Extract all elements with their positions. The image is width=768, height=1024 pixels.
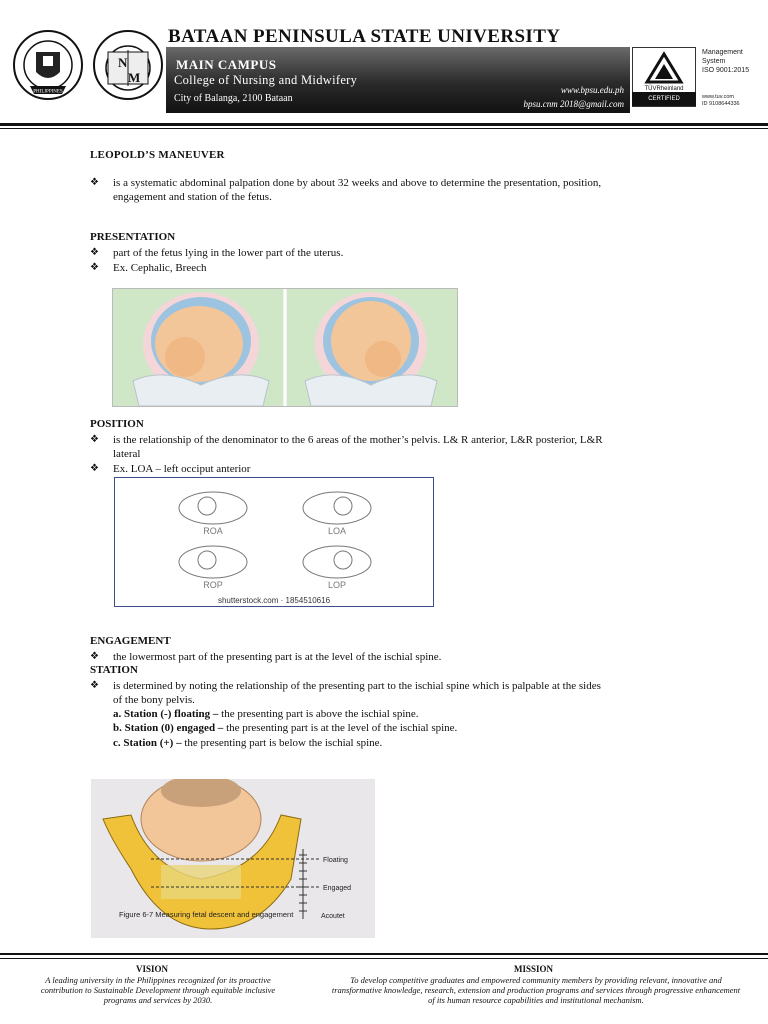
diamond-bullet-icon: ❖ (90, 262, 99, 273)
station-b: b. Station (0) engaged – the presenting part is at the level of the ischial spine. (113, 722, 458, 734)
svg-text:M: M (128, 70, 141, 85)
fetal-position-diagram (114, 477, 434, 607)
tuv-brand: TÜVRheinland (644, 86, 684, 92)
station-a: a. Station (-) floating – the presenting part is above the ischial spine. (113, 708, 419, 720)
footer-divider (0, 953, 768, 955)
presentation-illustration (112, 288, 458, 407)
college-seal-logo (92, 22, 164, 108)
diamond-bullet-icon: ❖ (90, 651, 99, 662)
tuv-id: ID 9108644336 (702, 101, 740, 107)
label-loa: LOA (327, 526, 347, 536)
header-divider (0, 123, 768, 126)
certified-label: CERTIFIED (632, 92, 696, 106)
label-roa: ROA (203, 526, 223, 536)
scale-floating: Floating (323, 857, 348, 864)
diamond-bullet-icon: ❖ (90, 680, 99, 691)
vision-heading: VISION (136, 964, 169, 974)
intro-line-1: is a systematic abdominal palpation done by about 32 weeks and above to determine the presentation, position, (113, 177, 602, 189)
footer-divider-thin (0, 958, 768, 959)
position-bullet-2: ❖ Ex. LOA – left occiput anterior (90, 463, 251, 475)
scale-outlet: Acoutet (321, 913, 345, 920)
diamond-bullet-icon: ❖ (90, 463, 99, 474)
campus-name: MAIN CAMPUS (176, 57, 277, 72)
university-name: BATAAN PENINSULA STATE UNIVERSITY (168, 26, 561, 47)
mission-heading: MISSION (514, 964, 554, 974)
position-bullet-1: ❖ is the relationship of the denominator to the 6 areas of the mother’s pelvis. L& R anterior, L&R posterior, L&R lateral (90, 434, 603, 460)
stock-watermark: shutterstock.com · 1854510616 (217, 596, 331, 605)
svg-text:N: N (118, 55, 128, 70)
iso-line-3: ISO 9001:2015 (702, 67, 750, 74)
vision-text: A leading university in the Philippines recognized for its proactive contribution to Sustainable Development through equitable inclusive programs and services by 2030. (40, 975, 276, 1005)
email-link[interactable]: bpsu.cnm 2018@gmail.com (523, 99, 624, 109)
figure-caption: Figure 6-7 Measuring fetal descent and engagement (119, 910, 294, 919)
presentation-heading: PRESENTATION (90, 231, 176, 243)
tuv-id-info (702, 94, 740, 108)
iso-line-2: System (702, 58, 726, 65)
website-link[interactable]: www.bpsu.edu.ph (560, 85, 624, 95)
svg-text:PHILIPPINES: PHILIPPINES (33, 89, 63, 95)
diamond-bullet-icon: ❖ (90, 247, 99, 258)
station-illustration (91, 779, 375, 938)
mission-text: To develop competitive graduates and empowered community members by providing relevant, innovative and transformative knowledge, research, extension and production programs and services through progressive enhancement of its human resource capabilities and institutional mechanism. (331, 975, 741, 1005)
position-heading: POSITION (90, 418, 144, 430)
college-name: College of Nursing and Midwifery (174, 73, 358, 87)
intro-bullet (90, 176, 690, 204)
label-rop: ROP (203, 580, 223, 590)
campus-banner (166, 47, 630, 113)
station-c: c. Station (+) – the presenting part is below the ischial spine. (113, 737, 383, 749)
station-bullet: ❖ is determined by noting the relationship of the presenting part to the ischial spine which is palpable at the sides of the bony pelvis. (90, 680, 601, 706)
presentation-bullet-2: ❖ Ex. Cephalic, Breech (90, 262, 207, 274)
label-lop: LOP (327, 580, 347, 590)
iso-info (702, 48, 749, 75)
campus-address: City of Balanga, 2100 Bataan (174, 93, 293, 104)
engagement-bullet: ❖ the lowermost part of the presenting part is at the level of the ischial spine. (90, 651, 442, 663)
scale-engaged: Engaged (323, 885, 352, 892)
diamond-bullet-icon: ❖ (90, 177, 99, 188)
iso-line-1: Management (702, 49, 743, 56)
presentation-bullet-1: ❖ part of the fetus lying in the lower part of the uterus. (90, 247, 344, 259)
engagement-heading: ENGAGEMENT (90, 635, 171, 647)
diamond-bullet-icon: ❖ (90, 434, 99, 445)
header-divider-thin (0, 128, 768, 129)
tuv-site: www.tuv.com (702, 94, 734, 100)
intro-line-2: engagement and station of the fetus. (113, 191, 272, 203)
page-title: LEOPOLD’S MANEUVER (90, 149, 225, 161)
station-heading: STATION (90, 664, 138, 676)
university-seal-logo (12, 22, 84, 108)
